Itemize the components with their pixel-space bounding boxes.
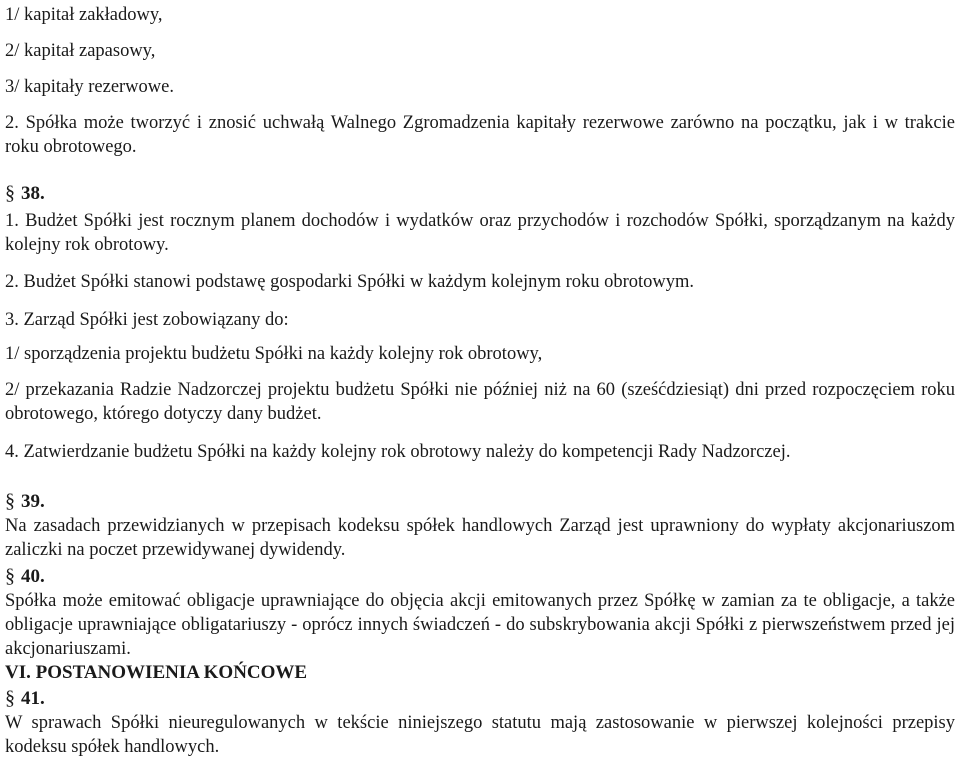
section-sign-icon: § [5,490,15,512]
list-item-capital-reserve: 2/ kapitał zapasowy, [5,41,156,61]
section-40-header [5,564,45,589]
paragraph-budget-basis: 2. Budżet Spółki stanowi podstawę gospodarki Spółki w każdym kolejnym roku obrotowym. [5,272,695,292]
chapter-heading: VI. POSTANOWIENIA KOŃCOWE [5,662,308,683]
paragraph-final-provisions: W sprawach Spółki nieuregulowanych w tekście niniejszego statutu mają zastosowanie w pierwszej kolejności przepisy kodeksu spółek handlowych. [5,713,955,757]
section-39-header [5,489,45,514]
section-number: 41. [21,688,45,709]
paragraph-bonds: Spółka może emitować obligacje uprawniające do objęcia akcji emitowanych przez Spółkę w zamian za te obligacje, a także obligacje uprawniające obligatariuszy - oprócz innych świadczeń - do subskrybowania akcji Spółki z pierwszeństwem przed jej akcjonariuszami. [5,591,955,659]
section-sign-icon: § [5,687,15,709]
list-item-capital-founding: 1/ kapitał zakładowy, [5,5,163,25]
paragraph-budget-approval: 4. Zatwierdzanie budżetu Spółki na każdy kolejny rok obrotowy należy do kompetencji Rady Nadzorczej. [5,442,791,462]
section-number: 38. [21,183,45,204]
section-number: 40. [21,566,45,587]
paragraph-dividend-advance: Na zasadach przewidzianych w przepisach kodeksu spółek handlowych Zarząd jest uprawniony do wypłaty akcjonariuszom zaliczki na poczet przewidywanej dywidendy. [5,516,955,560]
section-number: 39. [21,491,45,512]
paragraph-board-obligations: 3. Zarząd Spółki jest zobowiązany do: [5,310,289,330]
section-41-header [5,686,45,711]
paragraph-reserve-capitals: 2. Spółka może tworzyć i znosić uchwałą Walnego Zgromadzenia kapitały rezerwowe zarówno na początku, jak i w trakcie roku obrotowego. [5,113,955,157]
section-sign-icon: § [5,565,15,587]
list-item-prepare-budget: 1/ sporządzenia projektu budżetu Spółki na każdy kolejny rok obrotowy, [5,344,543,364]
paragraph-budget-definition: 1. Budżet Spółki jest rocznym planem dochodów i wydatków oraz przychodów i rozchodów Spółki, sporządzanym na każdy kolejny rok obrotowy. [5,211,955,255]
section-sign-icon: § [5,182,15,204]
section-38-header [5,181,45,206]
list-item-capital-reserves: 3/ kapitały rezerwowe. [5,77,174,97]
list-item-submit-budget: 2/ przekazania Radzie Nadzorczej projektu budżetu Spółki nie później niż na 60 (sześćdziesiąt) dni przed rozpoczęciem roku obrotowego, którego dotyczy dany budżet. [5,380,955,424]
